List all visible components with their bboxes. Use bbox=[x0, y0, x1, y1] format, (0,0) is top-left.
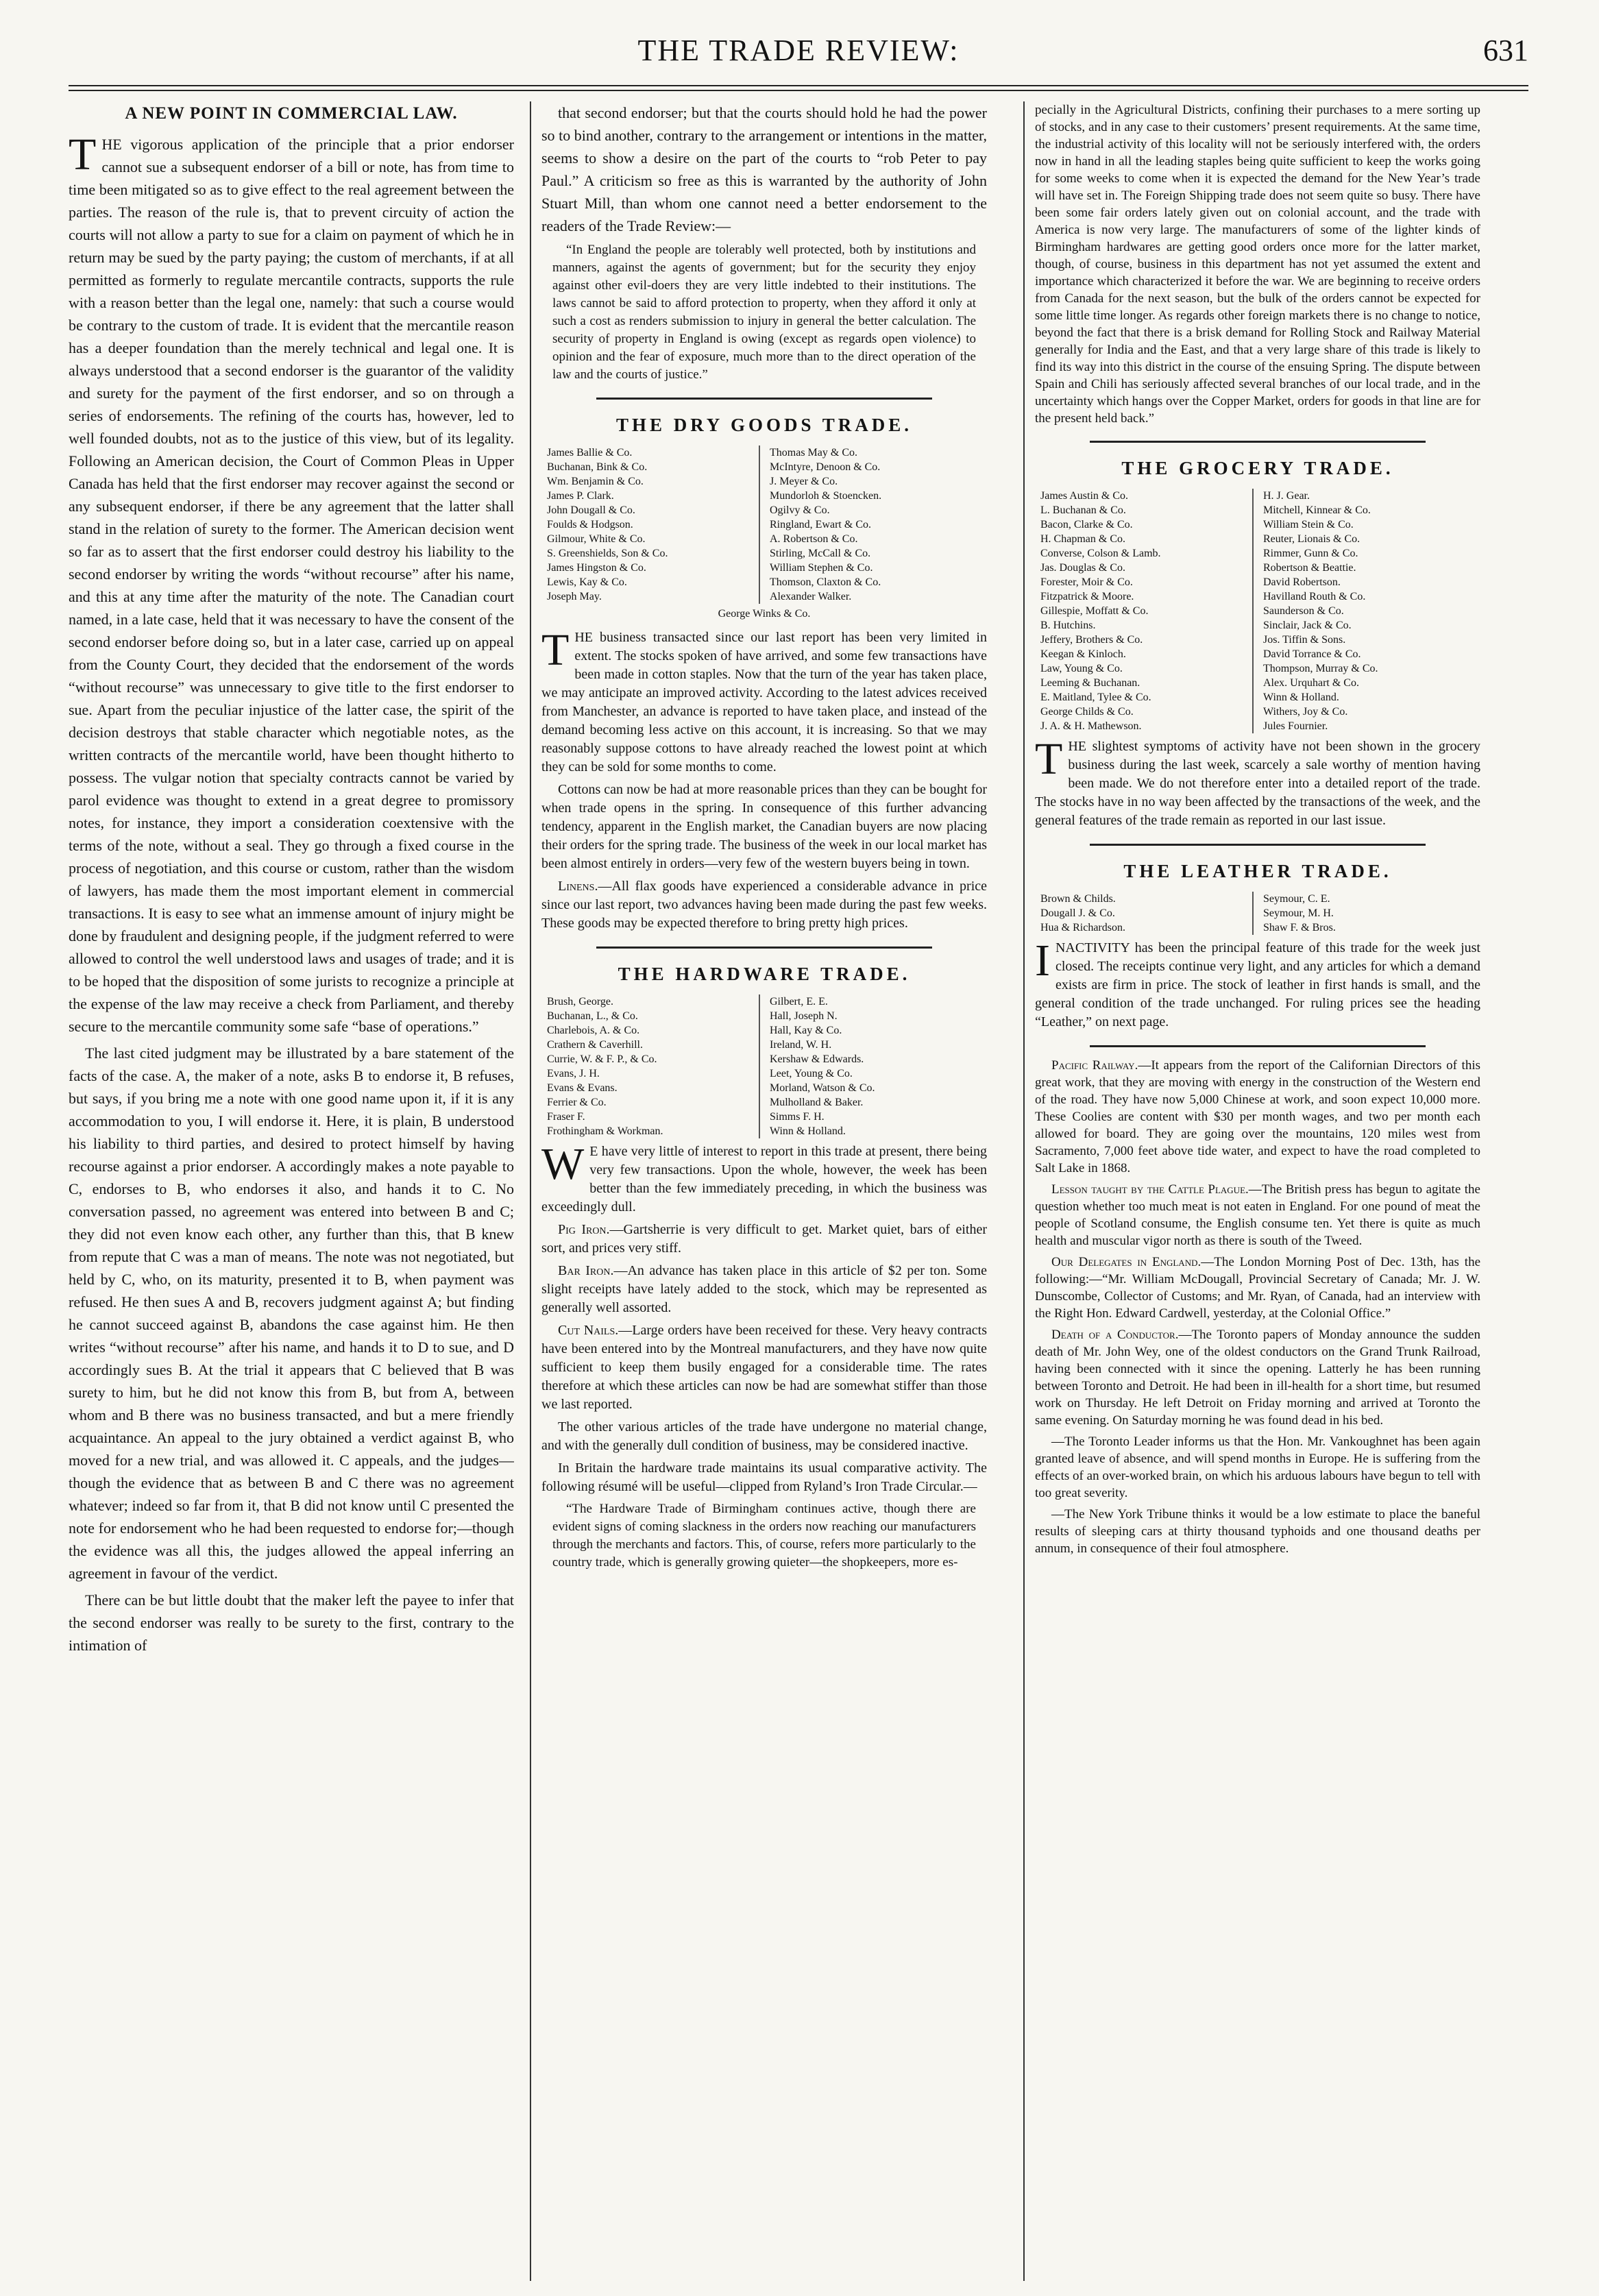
firm-name: Alexander Walker. bbox=[770, 591, 852, 602]
firm-name: Ringland, Ewart & Co. bbox=[770, 519, 871, 530]
firm-name: Ogilvy & Co. bbox=[770, 504, 830, 516]
firm-name: Hall, Kay & Co. bbox=[770, 1025, 842, 1036]
firm-name: George Childs & Co. bbox=[1040, 706, 1134, 718]
column-2 bbox=[541, 101, 987, 1578]
firm-name: Winn & Holland. bbox=[1263, 692, 1339, 703]
firm-list-right bbox=[759, 994, 981, 1138]
masthead-rule bbox=[69, 85, 1528, 86]
firm-name: Mundorloh & Stoencken. bbox=[770, 490, 882, 502]
firm-name: Jules Fournier. bbox=[1263, 720, 1328, 732]
firm-name: James Hingston & Co. bbox=[547, 562, 646, 574]
article-paragraph: THE slightest symptoms of activity have not been shown in the grocery business during the last week, scarcely a sale worthy of mention having been made. We do not therefore enter into a detailed report of the trade. The stocks have in no way been affected by the transactions of the week, and the general features of the trade remain as reported in our last issue. bbox=[1035, 734, 1480, 828]
firm-name: Foulds & Hodgson. bbox=[547, 519, 633, 530]
firm-name: McIntyre, Denoon & Co. bbox=[770, 461, 881, 473]
news-item-text: —The Toronto papers of Monday announce the sudden death of Mr. John Wey, one of the oldest conductors on the Grand Trunk Railroad, having been connected with it since the opening. Latterly he has been running between Toronto and Detroit. He had been in ill-health for a short time, but resumed work on Thursday. He left Detroit on Friday morning and arrived at Toronto the same evening. On Saturday morning he was found dead in his bed. bbox=[1035, 1328, 1480, 1428]
firm-name: Seymour, C. E. bbox=[1263, 893, 1330, 905]
drop-cap: T bbox=[69, 130, 97, 180]
firm-list bbox=[547, 994, 981, 1138]
drop-cap: W bbox=[541, 1139, 585, 1189]
firm-name: Buchanan, L., & Co. bbox=[547, 1010, 638, 1022]
masthead-rule-2 bbox=[69, 90, 1528, 91]
drop-cap: I bbox=[1035, 936, 1050, 986]
article-heading: A NEW POINT IN COMMERCIAL LAW. bbox=[125, 104, 458, 123]
column-divider bbox=[1023, 101, 1025, 2281]
firm-list-left bbox=[1040, 892, 1252, 935]
firm-name: Hua & Richardson. bbox=[1040, 922, 1125, 933]
firm-name: Saunderson & Co. bbox=[1263, 605, 1344, 617]
news-item-text: —The British press has begun to agitate the question whether too much meat is not eaten in England. For one pound of meat the people of Scotland consume, the English consume ten. Yet there is quite as much health and muscular vigor north as there is south of the Tweed. bbox=[1035, 1182, 1480, 1248]
firm-name: Forester, Moir & Co. bbox=[1040, 576, 1133, 588]
firm-name: David Torrance & Co. bbox=[1263, 648, 1361, 660]
news-item-title: Pacific Railway. bbox=[1051, 1058, 1138, 1073]
firm-name: Kershaw & Edwards. bbox=[770, 1053, 864, 1065]
firm-name: James P. Clark. bbox=[547, 490, 614, 502]
firm-name: Shaw F. & Bros. bbox=[1263, 922, 1336, 933]
drop-cap: T bbox=[1035, 734, 1063, 784]
firm-name: Keegan & Kinloch. bbox=[1040, 648, 1126, 660]
firm-name: Morland, Watson & Co. bbox=[770, 1082, 875, 1094]
article-paragraph: Bar Iron.—An advance has taken place in this article of $2 per ton. Some slight receipts have lately added to the stock, which may be represented as generally well assorted. bbox=[541, 1263, 987, 1315]
news-item bbox=[1035, 1326, 1480, 1429]
firm-name: Robertson & Beattie. bbox=[1263, 562, 1356, 574]
firm-name: J. Meyer & Co. bbox=[770, 476, 838, 487]
firm-name: E. Maitland, Tylee & Co. bbox=[1040, 692, 1151, 703]
news-item-text: —The New York Tribune thinks it would be a low estimate to place the baneful results of sleeping cars at thirty thousand typhoids and one thousand deaths per annum, in consequence of their foul atmosphere. bbox=[1035, 1507, 1480, 1556]
firm-name: L. Buchanan & Co. bbox=[1040, 504, 1126, 516]
article-paragraph: INACTIVITY has been the principal feature of this trade for the week just closed. The receipts continue very light, and any articles for which a demand exists are firm in price. The stock of leather in first hands is small, and the general condition of the trade unchanged. For ruling prices see the heading “Leather,” on next page. bbox=[1035, 936, 1480, 1029]
news-item bbox=[1035, 1057, 1480, 1177]
firm-name: Evans, J. H. bbox=[547, 1068, 600, 1079]
firm-name: H. J. Gear. bbox=[1263, 490, 1310, 502]
news-item-text: —The London Morning Post of Dec. 13th, has the following:—“Mr. William McDougall, Provincial Secretary of Canada; Mr. J. W. Dunscombe, Collector of Customs; and Mr. Ryan, of Canada, had an interview with the Right Hon. Edward Cardwell, yesterday, at the Colonial Office.” bbox=[1035, 1255, 1480, 1321]
block-quote: “The Hardware Trade of Birmingham continues active, though there are evident signs of coming slackness in the orders now reaching our manufacturers through the merchants and factors. This, of course, refers more particularly to the country trade, which is generally growing quieter—the shopkeepers, more es- bbox=[552, 1502, 976, 1570]
firm-name: Leeming & Buchanan. bbox=[1040, 677, 1140, 689]
news-item-title: Death of a Conductor. bbox=[1051, 1328, 1179, 1342]
firm-name: Currie, W. & F. P., & Co. bbox=[547, 1053, 657, 1065]
firm-name: Havilland Routh & Co. bbox=[1263, 591, 1366, 602]
firm-name: Thomson, Claxton & Co. bbox=[770, 576, 881, 588]
firm-name: Brush, George. bbox=[547, 996, 614, 1007]
firm-name: Leet, Young & Co. bbox=[770, 1068, 853, 1079]
firm-list bbox=[547, 445, 981, 604]
firm-name: Jas. Douglas & Co. bbox=[1040, 562, 1125, 574]
news-item-title: Lesson taught by the Cattle Plague. bbox=[1051, 1182, 1249, 1197]
firm-name: Gillespie, Moffatt & Co. bbox=[1040, 605, 1149, 617]
firm-name: Seymour, M. H. bbox=[1263, 907, 1334, 919]
firm-name: Wm. Benjamin & Co. bbox=[547, 476, 644, 487]
firm-name: A. Robertson & Co. bbox=[770, 533, 858, 545]
firm-name: Buchanan, Bink & Co. bbox=[547, 461, 648, 473]
article-paragraph: The other various articles of the trade have undergone no material change, and with the generally dull condition of business, may be considered inactive. bbox=[541, 1419, 987, 1453]
firm-name: Sinclair, Jack & Co. bbox=[1263, 620, 1352, 631]
section-rule bbox=[596, 398, 932, 400]
section-heading-hardware: THE HARDWARE TRADE. bbox=[618, 964, 911, 984]
news-item-text: —The Toronto Leader informs us that the Hon. Mr. Vankoughnet has been again granted leave of absence, and will spend months in Europe. He is suffering from the effects of an over-worked brain, on which his arduous labours have begun to tell with too great severity. bbox=[1035, 1434, 1480, 1500]
firm-name: B. Hutchins. bbox=[1040, 620, 1096, 631]
column-3 bbox=[1035, 101, 1480, 1561]
news-item bbox=[1035, 1254, 1480, 1322]
firm-name: David Robertson. bbox=[1263, 576, 1341, 588]
firm-list-left bbox=[547, 445, 759, 604]
section-rule bbox=[1090, 1045, 1426, 1047]
news-item bbox=[1035, 1433, 1480, 1502]
masthead-title: THE TRADE REVIEW: bbox=[637, 34, 960, 67]
firm-list-left bbox=[1040, 489, 1252, 733]
firm-name: Jos. Tiffin & Sons. bbox=[1263, 634, 1346, 646]
firm-name: Frothingham & Workman. bbox=[547, 1125, 663, 1137]
drop-cap: T bbox=[541, 625, 570, 675]
article-paragraph: W E have very little of interest to report in this trade at present, there being very few transactions. Upon the whole, however, the week has been better than the few immediately preceding, in which the business was exceedingly dull. bbox=[541, 1139, 987, 1214]
firm-name: Jeffery, Brothers & Co. bbox=[1040, 634, 1143, 646]
article-paragraph: that second endorser; but that the courts should hold he had the power so to bind another, contrary to the arrangement or intentions in the matter, seems to show a desire on the part of the courts to “rob Peter to pay Paul.” A criticism so free as this is warranted by the authority of John Stuart Mill, than whom one cannot need a better endorsement to the readers of the Trade Review:— bbox=[541, 104, 987, 234]
firm-name: Thomas May & Co. bbox=[770, 447, 857, 459]
firm-name: Gilmour, White & Co. bbox=[547, 533, 646, 545]
news-item bbox=[1035, 1181, 1480, 1249]
article-paragraph: Cottons can now be had at more reasonable prices than they can be bought for when trade opens in the spring. In consequence of this further advancing tendency, apparent in the English market, the Canadian buyers are now placing their orders for the spring trade. The business of the week in our local market has been almost entirely in orders—very few of the western buyers being in town. bbox=[541, 782, 987, 871]
firm-name: Gilbert, E. E. bbox=[770, 996, 828, 1007]
section-heading-leather: THE LEATHER TRADE. bbox=[1123, 861, 1392, 881]
article-paragraph: There can be but little doubt that the maker left the payee to infer that the second endorser was really to be surety to the first, contrary to the intimation of bbox=[69, 1591, 514, 1654]
firm-name: Fitzpatrick & Moore. bbox=[1040, 591, 1134, 602]
firm-name: Joseph May. bbox=[547, 591, 602, 602]
firm-name: J. A. & H. Mathewson. bbox=[1040, 720, 1142, 732]
news-items bbox=[1035, 1057, 1480, 1557]
firm-name: Thompson, Murray & Co. bbox=[1263, 663, 1378, 674]
firm-name: Fraser F. bbox=[547, 1111, 585, 1123]
firm-name: S. Greenshields, Son & Co. bbox=[547, 548, 668, 559]
firm-name: Lewis, Kay & Co. bbox=[547, 576, 627, 588]
firm-name: Bacon, Clarke & Co. bbox=[1040, 519, 1133, 530]
firm-name: H. Chapman & Co. bbox=[1040, 533, 1125, 545]
article-paragraph: Linens.—All flax goods have experienced a considerable advance in price since our last report, two advances having been made during the past few weeks. These goods may be expected therefore to bring pretty high prices. bbox=[541, 879, 987, 931]
firm-name: Mitchell, Kinnear & Co. bbox=[1263, 504, 1371, 516]
article-paragraph: The last cited judgment may be illustrated by a bare statement of the facts of the case. A, the maker of a note, asks B to endorse it, B refuses, but says, if you bring me a note with one good name upon it, if it is any accommodation to you, I will endorse it. Here, it is plain, B understood his liability to third parties, and desired to protect himself by having recourse against a prior endorser. A accordingly makes a note payable to C, endorses to B, who endorses it also, and hands it to C. No conversation passed, no agreement was entered into between B and C; they did not even know each other, any further than this, that B knew from repute that C was a man of means. The note was not negotiated, but held by C, who, on its maturity, presented it to B, when payment was refused. He then sues A and B, recovers judgment against A; but finding he cannot succeed against B, abandons the case against him. He then writes “without recourse” after his name, and hands it to D to sue, and D accordingly sues B. At the trial it appears that C believed that B was surety to him, but he did not know this from B, but from A, between whom and B there was no business transacted, and but a mere friendly acquaintance. An appeal to the jury obtained a verdict against B, who moved for a new trial, and was allowed it. C appeals, and the judges—though the evidence that as between B and C there was no agreement whatever; indeed so far from it, that B did not know until C presented the note for endorsement who he had been requested to endorse for;—though the evidence was all this, the judges allowed the appeal inferring an agreement in favour of the verdict. bbox=[69, 1045, 514, 1582]
news-item bbox=[1035, 1506, 1480, 1557]
page-number: 631 bbox=[1483, 34, 1528, 67]
firm-name: John Dougall & Co. bbox=[547, 504, 635, 516]
article-paragraph: Cut Nails.—Large orders have been received for these. Very heavy contracts have been entered into by the Montreal manufacturers, and they have now quite sufficient to keep them busily engaged for a considerable time. The rates therefore at which these articles can now be had are somewhat stiffer than those we last reported. bbox=[541, 1323, 987, 1412]
firm-name: Ireland, W. H. bbox=[770, 1039, 832, 1051]
article-paragraph: Pig Iron.—Gartsherrie is very difficult to get. Market quiet, bars of either sort, and prices very stiff. bbox=[541, 1222, 987, 1256]
firm-name: George Winks & Co. bbox=[718, 608, 811, 620]
firm-list-right bbox=[1252, 489, 1475, 733]
section-rule bbox=[596, 947, 932, 949]
firm-name: William Stein & Co. bbox=[1263, 519, 1354, 530]
firm-name: Crathern & Caverhill. bbox=[547, 1039, 643, 1051]
firm-name: James Ballie & Co. bbox=[547, 447, 633, 459]
firm-list-right bbox=[759, 445, 981, 604]
news-item-text: —It appears from the report of the Californian Directors of this great work, that they are moving with energy in the construction of the Western end of the road. They have now 5,000 Chinese at work, and soon expect 10,000 more. These Coolies are content with $30 per month wages, and two per month each allowed for board. They are going over the mountains, 120 miles west from Sacramento, 7,000 feet above tide water, and expect to have the road completed to Salt Lake in 1868. bbox=[1035, 1058, 1480, 1175]
firm-list-right bbox=[1252, 892, 1475, 935]
article-paragraph: THE business transacted since our last report has been very limited in extent. The stocks spoken of have arrived, and some few transactions have been made in cotton staples. Now that the turn of the year has taken place, we may anticipate an improved activity. According to the latest advices received from Manchester, an advance is reported to have taken place, and instead of the demand becoming less active on this account, it is increasing. So that we may reasonably suppose cottons to have already reached the lowest point at which they can be sold for some months to come. bbox=[541, 625, 987, 774]
firm-name: Law, Young & Co. bbox=[1040, 663, 1123, 674]
firm-name: Simms F. H. bbox=[770, 1111, 825, 1123]
firm-name: Mulholland & Baker. bbox=[770, 1097, 864, 1108]
article-paragraph: THE vigorous application of the principle that a prior endorser cannot sue a subsequent endorser of a bill or note, has from time to time been mitigated so as to give effect to the real agreement between the parties. The reason of the rule is, that to prevent circuity of action the courts will not allow a party to sue for a claim on payment of which he in return may be sued by the party paying; the custom of merchants, if at all permitted as formerly to regulate mercantile contracts, supports the rule with a reason better than the legal one, namely: that such a course would be contrary to the custom of trade. It is evident that the mercantile reason has a deeper foundation than the merely technical and legal one. It is always understood that a second endorser is the guarantor of the validity and surety for the payment of the first endorser, and so on through a series of endorsements. The refining of the courts has, however, led to well founded doubts, not as to the justice of this view, but of its legality. Following an American decision, the Court of Common Pleas in Upper Canada has held that the first endorser may recover against the second or any subsequent endorser, if there be any agreement that the latter shall stand in the relation of surety to the former. The American decision went so far as to assert that the first endorser could destroy his liability to the second endorser by writing the words “without recourse” after his name, and this at any time after the maturity of the note. The Canadian court named, in a late case, held that it was necessary to have the consent of the second endorser before doing so, but in a later case, carried up on appeal from the County Court, they decided that the endorsement of the words “without recourse” was unnecessary to give title to the first endorser to sue. Apart from the peculiar injustice of the latter case, the spirit of the decision destroys that stable character which negotiable notes, as the written contracts of the mercantile world, have been thought hitherto to possess. The vulgar notion that specialty contracts cannot be varied by parol evidence was thought to extend in a great degree to promissory notes, for instance, they import a consideration coextensive with the terms of the note, without a seal. They go through a fixed course in the process of negotiation, and this course or custom, rather than the wisdom of lawyers, has made them the most important element in commercial transactions. It is easy to see what an immense amount of injury might be done by fraudulent and designing people, if the judgment referred to were allowed to control the well understood laws and usages of trade; and it is to be hoped that the disposition of some jurists to recognize a principle at the expense of the law may receive a check from Parliament, and thereby secure to the mercantile community some safe “base of operations.” bbox=[69, 130, 514, 1035]
section-heading-grocery: THE GROCERY TRADE. bbox=[1121, 458, 1394, 478]
firm-name: Ferrier & Co. bbox=[547, 1097, 607, 1108]
firm-name: William Stephen & Co. bbox=[770, 562, 873, 574]
firm-name: Evans & Evans. bbox=[547, 1082, 618, 1094]
firm-name: Brown & Childs. bbox=[1040, 893, 1116, 905]
column-divider bbox=[530, 101, 531, 2281]
news-item-title: Our Delegates in England. bbox=[1051, 1255, 1201, 1269]
firm-list bbox=[1040, 489, 1475, 733]
firm-name: Hall, Joseph N. bbox=[770, 1010, 838, 1022]
section-heading-dry-goods: THE DRY GOODS TRADE. bbox=[615, 415, 913, 435]
firm-list bbox=[1040, 892, 1475, 935]
firm-name: Charlebois, A. & Co. bbox=[547, 1025, 640, 1036]
firm-name: Winn & Holland. bbox=[770, 1125, 846, 1137]
firm-name: Rimmer, Gunn & Co. bbox=[1263, 548, 1358, 559]
firm-name: Reuter, Lionais & Co. bbox=[1263, 533, 1360, 545]
firm-name: Stirling, McCall & Co. bbox=[770, 548, 871, 559]
section-rule bbox=[1090, 844, 1426, 846]
firm-name: Converse, Colson & Lamb. bbox=[1040, 548, 1161, 559]
firm-name: Dougall J. & Co. bbox=[1040, 907, 1115, 919]
section-rule bbox=[1090, 441, 1426, 443]
block-quote: “In England the people are tolerably well protected, both by institutions and manners, against the agents of government; but for the security they enjoy against other evil-doers they are very little indebted to their institutions. The laws cannot be said to afford protection to property, when they afford it only at such a cost as renders submission to injury in general the better calculation. The security of property in England is owing (except as regards open violence) to opinion and the fear of exposure, much more than to the direct operation of the law and the courts of justice.” bbox=[552, 243, 976, 382]
article-paragraph: In Britain the hardware trade maintains its usual comparative activity. The following résumé will be useful—clipped from Ryland’s Iron Trade Circular.— bbox=[541, 1461, 987, 1494]
masthead bbox=[69, 29, 1528, 77]
firm-name: James Austin & Co. bbox=[1040, 490, 1129, 502]
article-paragraph: pecially in the Agricultural Districts, confining their purchases to a mere sorting up of stocks, and in any case to their customers’ present requirements. At the same time, the industrial activity of this locality will not be seriously interfered with, the orders now in hand in all the leading staples being quite sufficient to keep the works going for some weeks to come when it is expected the demand for the New Year’s trade will have set in. The Foreign Shipping trade does not seem quite so busy. There have been some fair orders lately given out on colonial account, and the trade with America is now very large. The manufacturers of some of the lighter kinds of Birmingham hardwares are getting good orders once more for the latter market, though, of course, business in this department has not yet assumed the extent and importance which characterized it before the war. We are beginning to receive orders from Canada for the next season, but the bulk of the orders cannot be expected for some little time longer. As regards other foreign markets there is no change to notice, beyond the fact that there is a brisk demand for Rolling Stock and Railway Material generally for India and the East, and that a very large share of this trade is likely to find its way into this district in the course of the ensuing Spring. The dispute between Spain and Chili has seriously affected several branches of our local trade, and in the uncertainty which hangs over the Copper Market, orders for goods in that line are for the present held back.” bbox=[1035, 103, 1480, 426]
column-1 bbox=[69, 101, 514, 1661]
firm-name: Withers, Joy & Co. bbox=[1263, 706, 1348, 718]
firm-name: Alex. Urquhart & Co. bbox=[1263, 677, 1359, 689]
firm-list-left bbox=[547, 994, 759, 1138]
